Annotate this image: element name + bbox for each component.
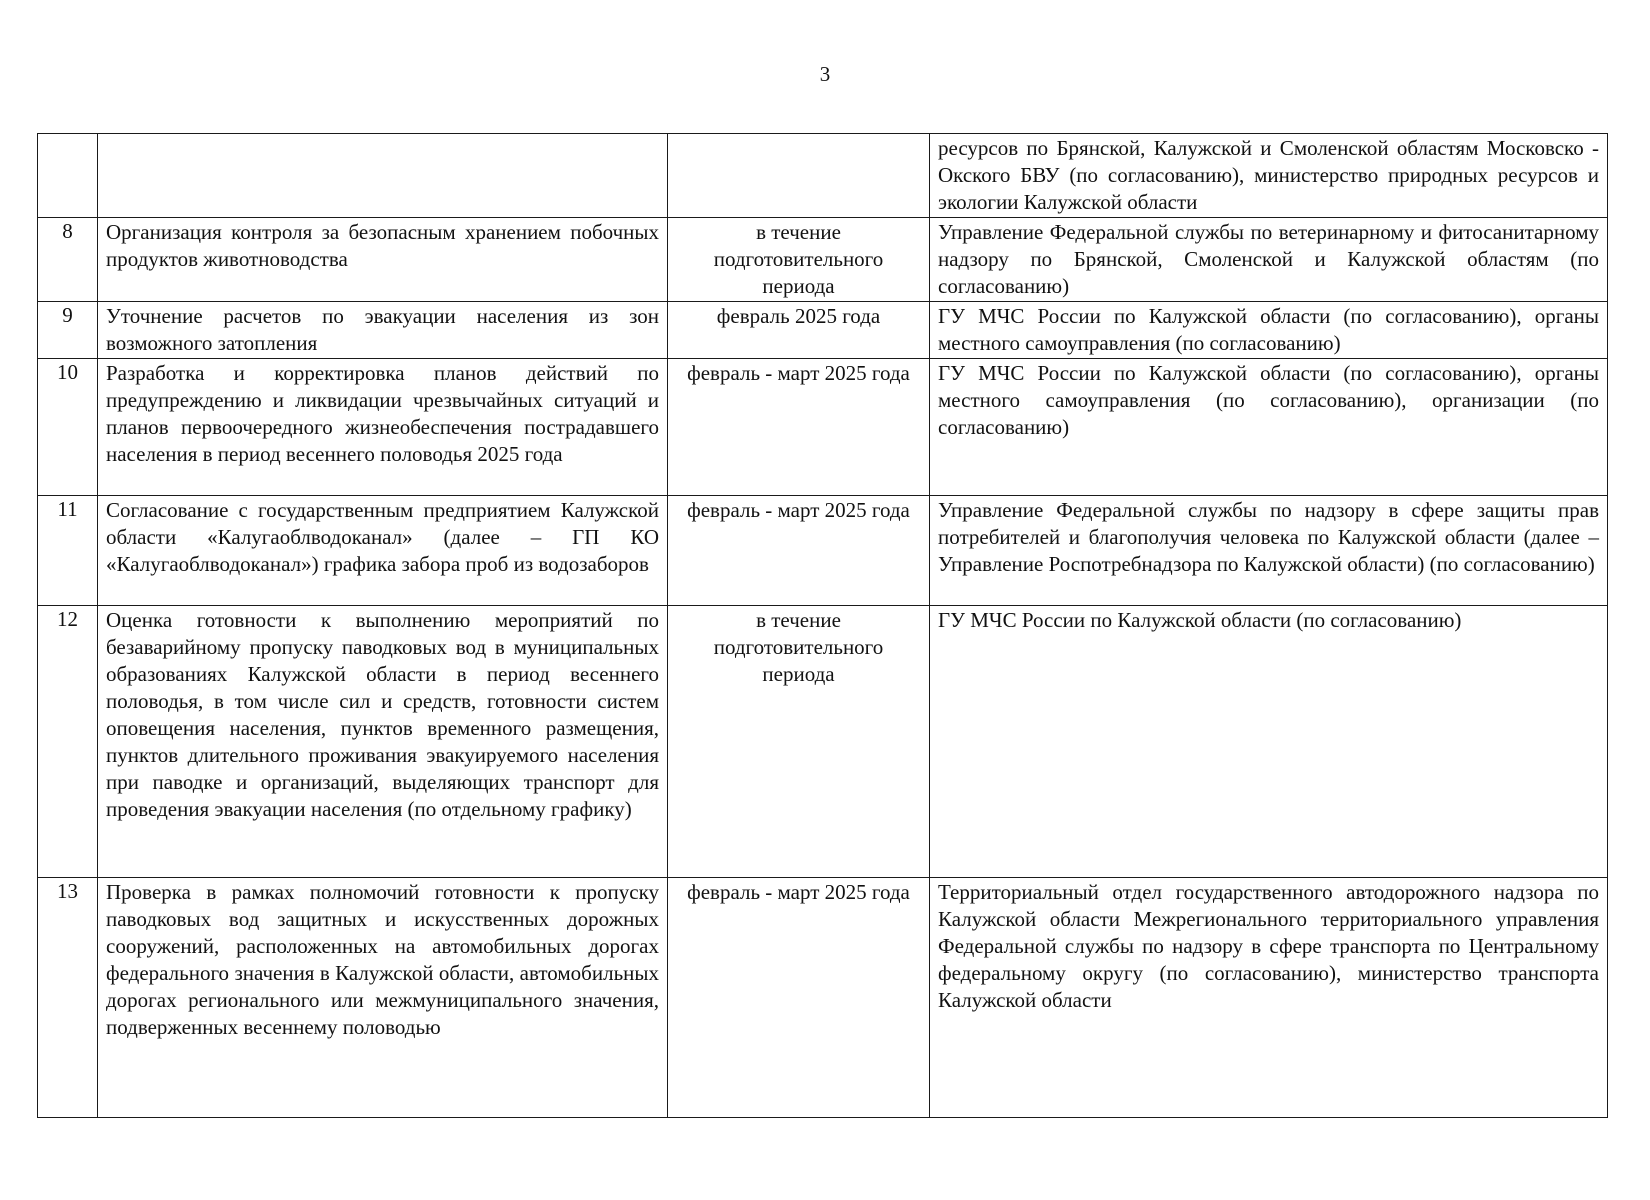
row-number-cell: 10 <box>38 359 98 496</box>
responsible-cell: ГУ МЧС России по Калужской области (по согласованию), органы местного самоуправления (по согласованию), организации (по согласованию) <box>930 359 1608 496</box>
measure-cell: Оценка готовности к выполнению мероприятий по безаварийному пропуску паводковых вод в муниципальных образованиях Калужской области в период весеннего половодья, в том числе сил и средств, готовности систем оповещения населения, пунктов временного размещения, пунктов длительного проживания эвакуируемого населения при паводке и организаций, выделяющих транспорт для проведения эвакуации населения (по отдельному графику) <box>98 606 668 878</box>
responsible-cell: Управление Федеральной службы по ветеринарному и фитосанитарному надзору по Брянской, Смоленской и Калужской областям (по согласованию) <box>930 218 1608 302</box>
row-number-cell <box>38 134 98 218</box>
responsible-cell: Территориальный отдел государственного автодорожного надзора по Калужской области Межрегионального территориального управления Федеральной службы по надзору в сфере транспорта по Центральному федеральному округу (по согласованию), министерство транспорта Калужской области <box>930 878 1608 1118</box>
measure-cell: Согласование с государственным предприятием Калужской области «Калугаоблводоканал» (далее – ГП КО «Калугаоблводоканал») графика забора проб из водозаборов <box>98 496 668 606</box>
table-row <box>38 302 1608 359</box>
term-cell: в течение подготовительного периода <box>668 606 930 878</box>
term-cell: февраль - март 2025 года <box>668 359 930 496</box>
table-row <box>38 496 1608 606</box>
table-row <box>38 134 1608 218</box>
row-number-cell: 9 <box>38 302 98 359</box>
responsible-cell: Управление Федеральной службы по надзору в сфере защиты прав потребителей и благополучия человека по Калужской области (далее – Управление Роспотребнадзора по Калужской области) (по согласованию) <box>930 496 1608 606</box>
term-cell: февраль - март 2025 года <box>668 496 930 606</box>
table-row <box>38 359 1608 496</box>
table-row <box>38 878 1608 1118</box>
table-row <box>38 218 1608 302</box>
responsible-cell: ресурсов по Брянской, Калужской и Смоленской областям Московско - Окского БВУ (по согласованию), министерство природных ресурсов и экологии Калужской области <box>930 134 1608 218</box>
responsible-cell: ГУ МЧС России по Калужской области (по согласованию) <box>930 606 1608 878</box>
term-cell: февраль - март 2025 года <box>668 878 930 1118</box>
term-cell <box>668 134 930 218</box>
row-number-cell: 8 <box>38 218 98 302</box>
measure-cell <box>98 134 668 218</box>
page-number: 3 <box>819 62 831 86</box>
row-number-cell: 11 <box>38 496 98 606</box>
responsible-cell: ГУ МЧС России по Калужской области (по согласованию), органы местного самоуправления (по согласованию) <box>930 302 1608 359</box>
term-cell: февраль 2025 года <box>668 302 930 359</box>
measure-cell: Уточнение расчетов по эвакуации населения из зон возможного затопления <box>98 302 668 359</box>
row-number-cell: 13 <box>38 878 98 1118</box>
measures-table <box>37 133 1608 1118</box>
measure-cell: Организация контроля за безопасным хранением побочных продуктов животноводства <box>98 218 668 302</box>
measure-cell: Проверка в рамках полномочий готовности к пропуску паводковых вод защитных и искусственных дорожных сооружений, расположенных на автомобильных дорогах федерального значения в Калужской области, автомобильных дорогах регионального или межмуниципального значения, подверженных весеннему половодью <box>98 878 668 1118</box>
measure-cell: Разработка и корректировка планов действий по предупреждению и ликвидации чрезвычайных ситуаций и планов первоочередного жизнеобеспечения пострадавшего населения в период весеннего половодья 2025 года <box>98 359 668 496</box>
table-row <box>38 606 1608 878</box>
term-cell: в течение подготовительного периода <box>668 218 930 302</box>
row-number-cell: 12 <box>38 606 98 878</box>
